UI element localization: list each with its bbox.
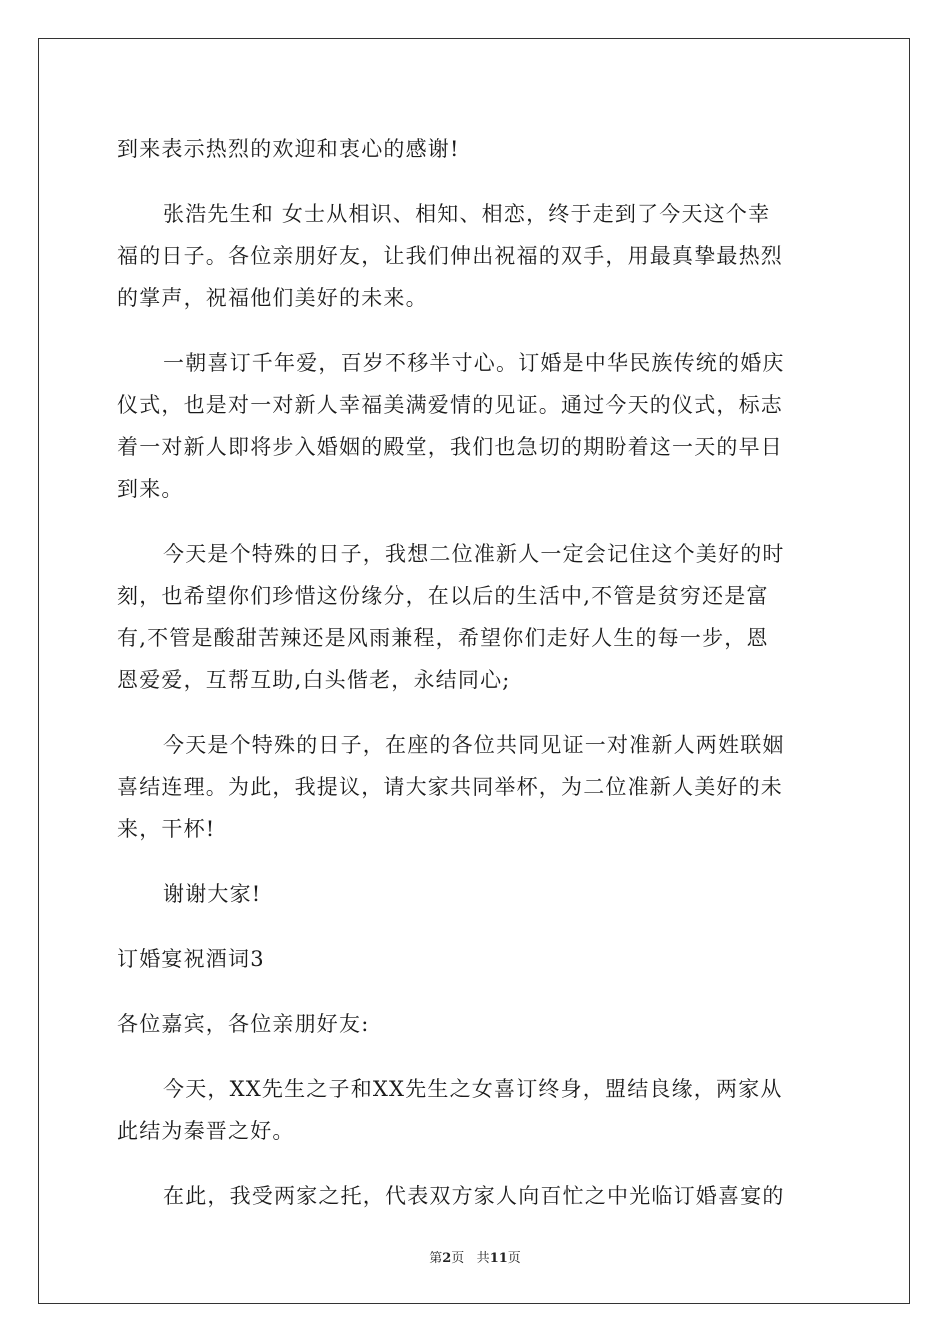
text-line: 今天是个特殊的日子，在座的各位共同见证一对准新人两姓联姻 — [163, 733, 785, 757]
text-line: 来，干杯! — [117, 817, 216, 841]
text-line: 今天，XX先生之子和XX先生之女喜订终身，盟结良缘，两家从 — [163, 1077, 783, 1101]
document-body — [117, 128, 837, 1217]
text-line: 恩爱爱，互帮互助,白头偕老，永结同心; — [117, 668, 511, 692]
text-line: 到来。 — [117, 477, 184, 501]
text-line: 一朝喜订千年爱，百岁不移半寸心。订婚是中华民族传统的婚庆 — [163, 351, 785, 375]
text-line: 有,不管是酸甜苦辣还是风雨兼程，希望你们走好人生的每一步，恩 — [117, 626, 769, 650]
text-line: 谢谢大家! — [163, 882, 262, 906]
text-line: 此结为秦晋之好。 — [117, 1119, 295, 1143]
footer-prefix: 第 — [429, 1251, 443, 1266]
text-line: 在此，我受两家之托，代表双方家人向百忙之中光临订婚喜宴的 — [163, 1184, 785, 1208]
text-line: 刻，也希望你们珍惜这份缘分，在以后的生活中,不管是贫穷还是富 — [117, 584, 769, 608]
page-footer — [0, 1247, 950, 1266]
text-line: 喜结连理。为此，我提议，请大家共同举杯，为二位准新人美好的未 — [117, 775, 783, 799]
text-line: 仪式，也是对一对新人幸福美满爱情的见证。通过今天的仪式，标志 — [117, 393, 783, 417]
footer-total-prefix: 共 — [476, 1251, 490, 1266]
footer-total-suffix: 页 — [507, 1251, 521, 1266]
text-line: 订婚宴祝酒词3 — [117, 947, 265, 971]
total-page-number: 11 — [489, 1251, 508, 1266]
text-line: 到来表示热烈的欢迎和衷心的感谢! — [117, 137, 460, 161]
footer-page-suffix: 页 — [451, 1251, 465, 1266]
text-line: 各位嘉宾，各位亲朋好友: — [117, 1012, 370, 1036]
current-page-number: 2 — [442, 1251, 452, 1266]
text-line: 福的日子。各位亲朋好友，让我们伸出祝福的双手，用最真挚最热烈 — [117, 244, 783, 268]
text-line: 着一对新人即将步入婚姻的殿堂，我们也急切的期盼着这一天的早日 — [117, 435, 783, 459]
text-line: 的掌声，祝福他们美好的未来。 — [117, 286, 428, 310]
text-line: 今天是个特殊的日子，我想二位准新人一定会记住这个美好的时 — [163, 542, 785, 566]
text-line: 张浩先生和 女士从相识、相知、相恋，终于走到了今天这个幸 — [163, 202, 771, 226]
